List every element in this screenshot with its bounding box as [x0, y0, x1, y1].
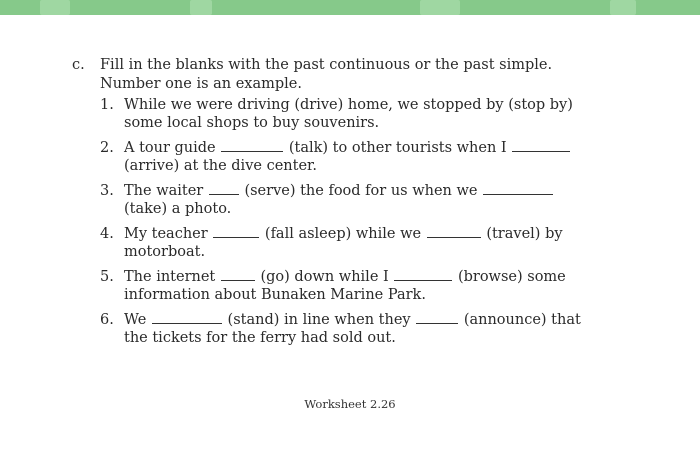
answer-blank[interactable] [394, 268, 452, 281]
item-text-part: (talk) to other tourists when I [288, 140, 507, 156]
item-text-part: The waiter [124, 183, 204, 199]
item-text-part: (take) a photo. [124, 201, 232, 217]
top-color-band [0, 0, 700, 15]
item-text-part: (arrive) at the dive center. [124, 158, 317, 174]
answer-blank[interactable] [427, 225, 481, 238]
band-texture [190, 0, 212, 15]
exercise-instruction [72, 56, 632, 94]
answer-blank[interactable] [209, 182, 239, 195]
item-text-part: A tour guide [124, 140, 216, 156]
item-number: 1. [100, 97, 114, 113]
item-text-part: My teacher [124, 226, 208, 242]
answer-blank[interactable] [221, 139, 283, 152]
answer-blank[interactable] [221, 268, 255, 281]
item-text [124, 268, 602, 304]
answer-blank[interactable] [152, 311, 222, 324]
exercise-items [100, 96, 632, 347]
item-text-part: (serve) the food for us when we [244, 183, 478, 199]
item-text-part: (go) down while I [260, 269, 389, 285]
exercise-item-3 [100, 182, 632, 218]
item-text [124, 96, 602, 132]
item-number: 3. [100, 183, 114, 199]
exercise-item-1 [100, 96, 632, 132]
exercise-letter: c. [72, 57, 85, 73]
item-number: 4. [100, 226, 114, 242]
item-text-part: We [124, 312, 147, 328]
item-text-part: The internet [124, 269, 216, 285]
item-text-part: (announce) that the tickets for the ferry had sold out. [124, 312, 581, 346]
item-text-part: (browse) some information about Bunaken Marine Park. [124, 269, 566, 303]
answer-blank[interactable] [512, 139, 570, 152]
item-text [124, 311, 602, 347]
item-text [124, 139, 602, 175]
instruction-text: Fill in the blanks with the past continuous or the past simple. Number one is an example. [100, 57, 553, 92]
item-number: 2. [100, 140, 114, 156]
band-texture [610, 0, 636, 15]
answer-blank[interactable] [213, 225, 259, 238]
item-text-part: (travel) by motorboat. [124, 226, 563, 260]
item-text-part: (stand) in line when they [227, 312, 411, 328]
item-text [124, 182, 602, 218]
answer-blank[interactable] [483, 182, 553, 195]
band-texture [420, 0, 460, 15]
item-text-part: While we were driving (drive) home, we stopped by (stop by) some local shops to buy souvenirs. [124, 97, 573, 131]
item-text-part: (fall asleep) while we [264, 226, 422, 242]
item-text [124, 225, 602, 261]
answer-blank[interactable] [416, 311, 458, 324]
exercise-item-2 [100, 139, 632, 175]
exercise-item-4 [100, 225, 632, 261]
item-number: 6. [100, 312, 114, 328]
worksheet-label: Worksheet 2.26 [304, 397, 396, 411]
band-texture [40, 0, 70, 15]
exercise-section [72, 56, 632, 354]
exercise-item-5 [100, 268, 632, 304]
item-number: 5. [100, 269, 114, 285]
exercise-item-6 [100, 311, 632, 347]
